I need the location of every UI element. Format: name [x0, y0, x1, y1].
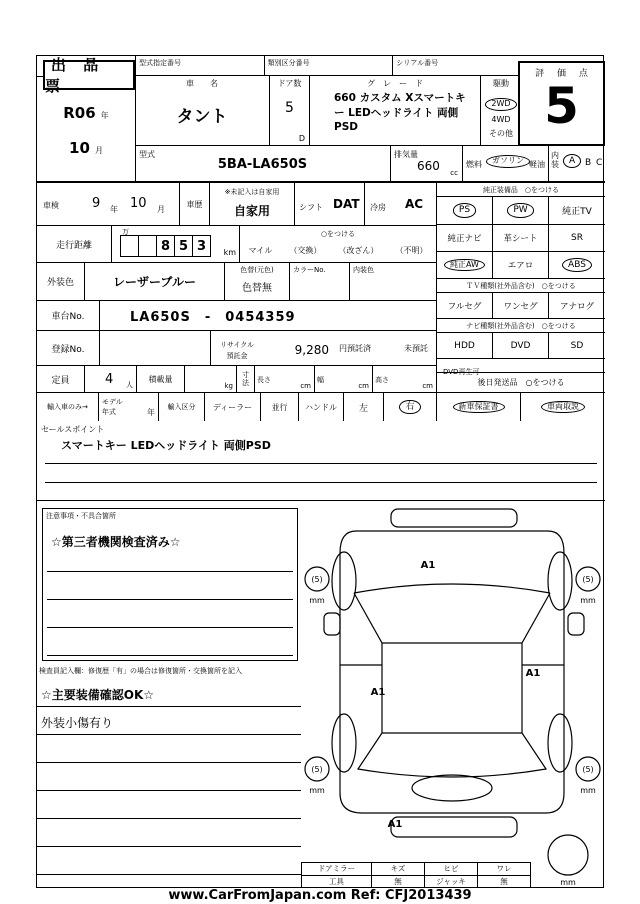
- model-year-label-1: モデル: [102, 398, 123, 406]
- model-row: [135, 146, 605, 181]
- navi-sd: SD: [570, 340, 584, 351]
- recycle-label-2: 預託金: [226, 351, 248, 360]
- equip-pw-circled: PW: [507, 203, 533, 217]
- warranty-cell: [437, 393, 521, 421]
- recolor-cell: [225, 263, 290, 300]
- break-label: ワレ: [496, 864, 512, 874]
- codes-row: [135, 56, 521, 76]
- handle-label: ハンドル: [299, 393, 344, 421]
- navi-type-header: ナビ種類(社外品含む) ○をつける: [437, 319, 605, 333]
- hood-line: [354, 584, 550, 593]
- model-year-cell: [99, 393, 159, 421]
- vehicle-diagram: [303, 505, 605, 889]
- writing-line: [37, 763, 301, 791]
- sales-point-section: [37, 421, 605, 501]
- displacement-label: 排気量: [394, 150, 418, 159]
- first-registration-year: [37, 103, 135, 122]
- wheel-rear-right: [548, 714, 572, 772]
- mileage-row: [37, 226, 436, 263]
- interior-grade-b: B: [585, 158, 592, 168]
- import-row: [37, 393, 436, 421]
- scratch-label: キズ: [372, 863, 425, 875]
- mirror-table-row-1: [302, 863, 530, 876]
- rear-window: [358, 733, 546, 777]
- mile-options-cell: [240, 226, 436, 262]
- equip-aw-cell: [437, 252, 493, 278]
- doors-value: 5: [285, 100, 294, 116]
- model-designation-label: 型式指定番号: [139, 59, 181, 67]
- vehicle-row: [135, 76, 521, 146]
- mile-option: マイル: [248, 246, 273, 255]
- interior-grade-a-circled: A: [563, 154, 581, 168]
- remarks-box: [42, 508, 298, 661]
- doors-cell: [270, 76, 310, 145]
- interior-label: 内装: [551, 151, 559, 170]
- model-year-unit: 年: [147, 408, 155, 417]
- tv-fullseg: フルセグ: [437, 293, 493, 318]
- later-shipping-row: 後日発送品 ○をつける: [437, 373, 605, 393]
- registration-no-cell: [100, 331, 211, 365]
- dims-label: 寸法: [237, 366, 255, 392]
- handle-right-circled: 右: [399, 400, 420, 414]
- exterior-color-value: レーザーブルー: [113, 275, 196, 289]
- interior-grade-c: C: [596, 158, 603, 168]
- equipment-row-1: [437, 197, 605, 225]
- sales-point-label: セールスポイント: [41, 425, 105, 434]
- recolor-label: 色替(元色): [240, 266, 274, 274]
- mm-unit-label: mm: [309, 786, 325, 795]
- equip-ps-circled: PS: [453, 203, 476, 217]
- registration-row: [37, 331, 436, 366]
- tread-depth-value: (5): [582, 765, 594, 774]
- length-cell: [255, 366, 315, 392]
- serial-label: シリアル番号: [396, 59, 439, 67]
- ruled-line: [45, 482, 597, 483]
- first-registration-year-value: R06: [63, 104, 96, 122]
- navi-type-row: [437, 333, 605, 359]
- history-label: 車歴: [180, 183, 210, 225]
- mile-option: （不明）: [395, 246, 428, 255]
- height-label: 高さ: [375, 376, 389, 384]
- mirror-tool-table: [301, 862, 531, 888]
- recycle-amount: 9,280: [294, 343, 329, 357]
- recycle-status-cell: [331, 331, 436, 365]
- mm-unit-label: mm: [309, 596, 325, 605]
- model-year-label-2: 年式: [102, 407, 116, 416]
- ruled-line: [47, 599, 293, 600]
- recycle-amount-cell: [263, 331, 331, 365]
- wheel-front-right: [548, 552, 572, 610]
- equipment-row-2: [437, 225, 605, 252]
- spare-circle: [548, 835, 588, 875]
- not-deposited-label: 未預託: [404, 343, 428, 353]
- manual-cell: [521, 393, 605, 421]
- shift-value: DAT: [333, 197, 360, 211]
- wheel-front-left: [332, 552, 356, 610]
- mileage-label: 走行距離: [37, 226, 112, 262]
- recolor-value: 色替無: [242, 283, 272, 294]
- remarks-section: [37, 503, 301, 889]
- drive-cell: [481, 76, 521, 145]
- mileage-digits-cell: [112, 226, 240, 262]
- registration-no-label: 登録No.: [37, 331, 100, 365]
- damage-mark: A1: [525, 668, 541, 679]
- wheel-rear-left: [332, 714, 356, 772]
- color-no-cell: [290, 263, 350, 300]
- front-bumper: [391, 509, 517, 527]
- man-unit-label: 万: [122, 228, 129, 236]
- width-label: 幅: [317, 376, 324, 384]
- mile-options: [240, 245, 436, 256]
- mirror-table-row-2: [302, 876, 530, 888]
- model-value: 5BA-LA650S: [217, 157, 308, 172]
- writing-line: [37, 679, 301, 707]
- shift-label: シフト: [299, 203, 323, 212]
- navi-hdd: HDD: [437, 333, 493, 358]
- drive-2wd-circled: 2WD: [485, 98, 516, 111]
- ruled-line: [47, 655, 293, 656]
- load-unit: kg: [224, 382, 233, 390]
- mile-option: （交換）: [289, 246, 322, 255]
- model-cell: [135, 146, 391, 181]
- tv-analog: アナログ: [559, 301, 594, 312]
- km-unit: km: [223, 248, 236, 257]
- height-cell: [373, 366, 436, 392]
- handle-left: 左: [344, 393, 384, 421]
- mileage-digit: 8: [156, 235, 175, 257]
- equip-navi-cell: 純正ナビ: [437, 225, 493, 251]
- equip-abs-circled: ABS: [562, 258, 592, 272]
- warranty-circled: 新車保証書: [453, 401, 505, 414]
- windshield: [354, 593, 550, 643]
- writing-line: [37, 819, 301, 847]
- car-name-label: 車 名: [186, 79, 218, 88]
- shaken-cell: [37, 183, 180, 225]
- equip-abs-cell: [549, 252, 605, 278]
- shaken-year-unit: 年: [110, 205, 118, 214]
- handle-right-cell: [384, 393, 436, 421]
- tool-none-2: 無: [500, 876, 508, 886]
- month-unit: 月: [94, 146, 103, 155]
- tool-none-1: 無: [372, 876, 425, 888]
- ruled-line: [47, 627, 293, 628]
- import-only-label: 輸入車のみ→: [37, 393, 99, 421]
- deposited-label: 円預託済: [339, 343, 371, 353]
- recycle-label-cell: [211, 331, 263, 365]
- color-row: [37, 263, 436, 301]
- classification-cell: [265, 56, 394, 76]
- equipment-header: 純正装備品 ○をつける: [437, 183, 605, 197]
- import-parallel: 並行: [261, 393, 299, 421]
- doors-unit: D: [298, 134, 305, 143]
- load-label: 積載量: [137, 366, 185, 392]
- equip-tv-cell: 純正TV: [562, 207, 592, 217]
- chassis-label: 車台No.: [37, 301, 100, 330]
- documents-row: [437, 393, 605, 421]
- inspector-check-1: ☆主要装備確認OK☆: [41, 688, 155, 702]
- chassis-value: LA650S - 0454359: [130, 310, 296, 325]
- mm-unit-label: mm: [580, 596, 596, 605]
- tool-label: 工具: [302, 876, 372, 888]
- fuel-gasoline-circled: ガソリン: [486, 155, 530, 168]
- recycle-label-1: リサイクル: [219, 341, 255, 349]
- navi-dvd: DVD: [493, 333, 549, 358]
- first-registration-month-value: 10: [69, 139, 90, 157]
- damage-mark: A1: [387, 819, 403, 830]
- import-division-label: 輸入区分: [159, 393, 205, 421]
- mileage-digit-boxes: [120, 235, 211, 257]
- exterior-color-label: 外装色: [37, 263, 85, 300]
- mileage-digit: 3: [192, 235, 211, 257]
- equip-aero-cell: エアロ: [493, 252, 549, 278]
- color-no-label: カラーNo.: [293, 266, 326, 274]
- shaken-month-unit: 月: [157, 205, 165, 214]
- grade-score-box: [518, 61, 605, 146]
- inspector-note: 検査員記入欄：修復歴「有」の場合は修復箇所・交換箇所を記入: [39, 667, 242, 675]
- width-unit: cm: [358, 382, 369, 390]
- model-label: 型式: [139, 150, 155, 159]
- tv-type-row: [437, 293, 605, 319]
- mileage-digit: [138, 235, 157, 257]
- exterior-color-cell: [85, 263, 225, 300]
- rear-bumper: [391, 817, 517, 837]
- trunk-oval: [412, 775, 492, 801]
- equipment-block: [437, 183, 605, 421]
- width-cell: [315, 366, 373, 392]
- mileage-digit: [120, 235, 139, 257]
- grade-value: 660 カスタム Xスマートキー LEDヘッドライト 両側PSD: [334, 92, 466, 134]
- inspection-row: [37, 183, 436, 226]
- history-note: ※未記入は自家用: [224, 188, 280, 196]
- capacity-unit: 人: [126, 381, 133, 389]
- doors-label: ドア数: [277, 79, 302, 88]
- year-unit: 年: [100, 111, 109, 120]
- watermark: www.CarFromJapan.com Ref: CFJ2013439: [168, 888, 472, 903]
- equip-aw-circled: 純正AW: [444, 259, 485, 272]
- interior-grade-cell: [549, 146, 605, 181]
- ruled-line: [47, 571, 293, 572]
- equip-leather-cell: 革シート: [493, 225, 549, 251]
- writing-line: [37, 735, 301, 763]
- mm-unit-label: mm: [580, 786, 596, 795]
- writing-line: [37, 707, 301, 735]
- writing-line: [37, 847, 301, 875]
- mirror-label: ドアミラー: [302, 863, 372, 875]
- damage-mark: A1: [420, 560, 436, 571]
- car-name-value: タント: [176, 107, 228, 127]
- shaken-month: 10: [130, 196, 147, 211]
- capacity-label: 定員: [37, 366, 85, 392]
- remarks-note: ☆第三者機関検査済み☆: [51, 535, 181, 549]
- cooling-cell: [365, 183, 436, 225]
- crack-label: ヒビ: [425, 863, 478, 875]
- inspector-check-2: 外装小傷有り: [41, 716, 114, 730]
- grade-label: グ レ ー ド: [367, 79, 423, 88]
- drive-4wd: 4WD: [491, 114, 511, 124]
- equipment-row-3: [437, 252, 605, 279]
- equip-pw-cell: [493, 197, 549, 224]
- inspector-lines: [37, 679, 301, 875]
- model-designation-cell: [135, 56, 265, 76]
- length-unit: cm: [300, 382, 311, 390]
- sheet-frame: [36, 55, 604, 888]
- sheet-title-box: [43, 56, 135, 95]
- displacement-value: 660: [417, 159, 440, 173]
- tread-depth-value: (5): [311, 575, 323, 584]
- shaken-label: 車検: [43, 201, 59, 210]
- detail-block: [37, 183, 437, 421]
- length-label: 長さ: [257, 376, 271, 384]
- displacement-unit: cc: [450, 169, 458, 177]
- grade-cell: [310, 76, 481, 145]
- dvd-playable-label: DVD再生可: [443, 368, 480, 376]
- mile-option: （改ざん）: [338, 246, 379, 255]
- serial-cell: [393, 56, 521, 76]
- cooling-label: 冷房: [370, 203, 386, 212]
- interior-color-cell: [350, 263, 436, 300]
- tv-oneseg: ワンセグ: [493, 293, 549, 318]
- mileage-digit: 5: [174, 235, 193, 257]
- dvd-playable-row: [437, 359, 605, 376]
- grade-score-label: 評 価 点: [535, 69, 593, 79]
- mirror-left: [324, 613, 340, 635]
- tv-type-header: ＴＶ種類(社外品含む) ○をつける: [437, 279, 605, 293]
- capacity-row: [37, 366, 436, 393]
- fuel-cell: [463, 146, 549, 181]
- load-cell: [185, 366, 237, 392]
- chassis-row: [37, 301, 436, 331]
- tread-depth-value: (5): [311, 765, 323, 774]
- fuel-diesel: 軽油: [529, 160, 545, 169]
- fuel-label: 燃料: [466, 160, 482, 169]
- remarks-label: 注意事項・不具合箇所: [46, 512, 116, 520]
- cooling-value: AC: [405, 197, 424, 211]
- capacity-cell: [85, 366, 137, 392]
- import-dealer: ディーラー: [205, 393, 261, 421]
- drive-label: 駆動: [493, 79, 509, 88]
- history-value: 自家用: [233, 204, 270, 218]
- displacement-cell: [391, 146, 463, 181]
- writing-line: [37, 791, 301, 819]
- car-name-cell: [135, 76, 270, 145]
- history-cell: [210, 183, 295, 225]
- damage-mark: A1: [370, 687, 386, 698]
- drive-other: その他: [489, 128, 513, 138]
- tread-depth-value: (5): [582, 575, 594, 584]
- capacity-value: 4: [105, 372, 114, 387]
- ruled-line: [45, 463, 597, 464]
- shift-cell: [295, 183, 365, 225]
- sheet-title: 出 品 票: [45, 56, 105, 95]
- classification-label: 類別区分番号: [267, 59, 310, 67]
- grade-score-value: 5: [544, 77, 579, 135]
- mirror-right: [568, 613, 584, 635]
- chassis-cell: [100, 301, 436, 330]
- mm-unit-label: mm: [560, 878, 576, 887]
- manual-circled: 車両取説: [541, 401, 585, 414]
- model-year-label: [102, 398, 123, 418]
- shaken-year: 9: [92, 196, 101, 211]
- equip-sr-cell: SR: [571, 233, 583, 243]
- first-registration-month: [37, 138, 135, 157]
- interior-color-label: 内装色: [353, 266, 374, 274]
- height-unit: cm: [422, 382, 433, 390]
- sales-point-text: スマートキー LEDヘッドライト 両側PSD: [61, 439, 271, 452]
- circle-note: ○をつける: [320, 230, 356, 238]
- jack-label: ジャッキ: [425, 876, 478, 888]
- equip-ps-cell: [437, 197, 493, 224]
